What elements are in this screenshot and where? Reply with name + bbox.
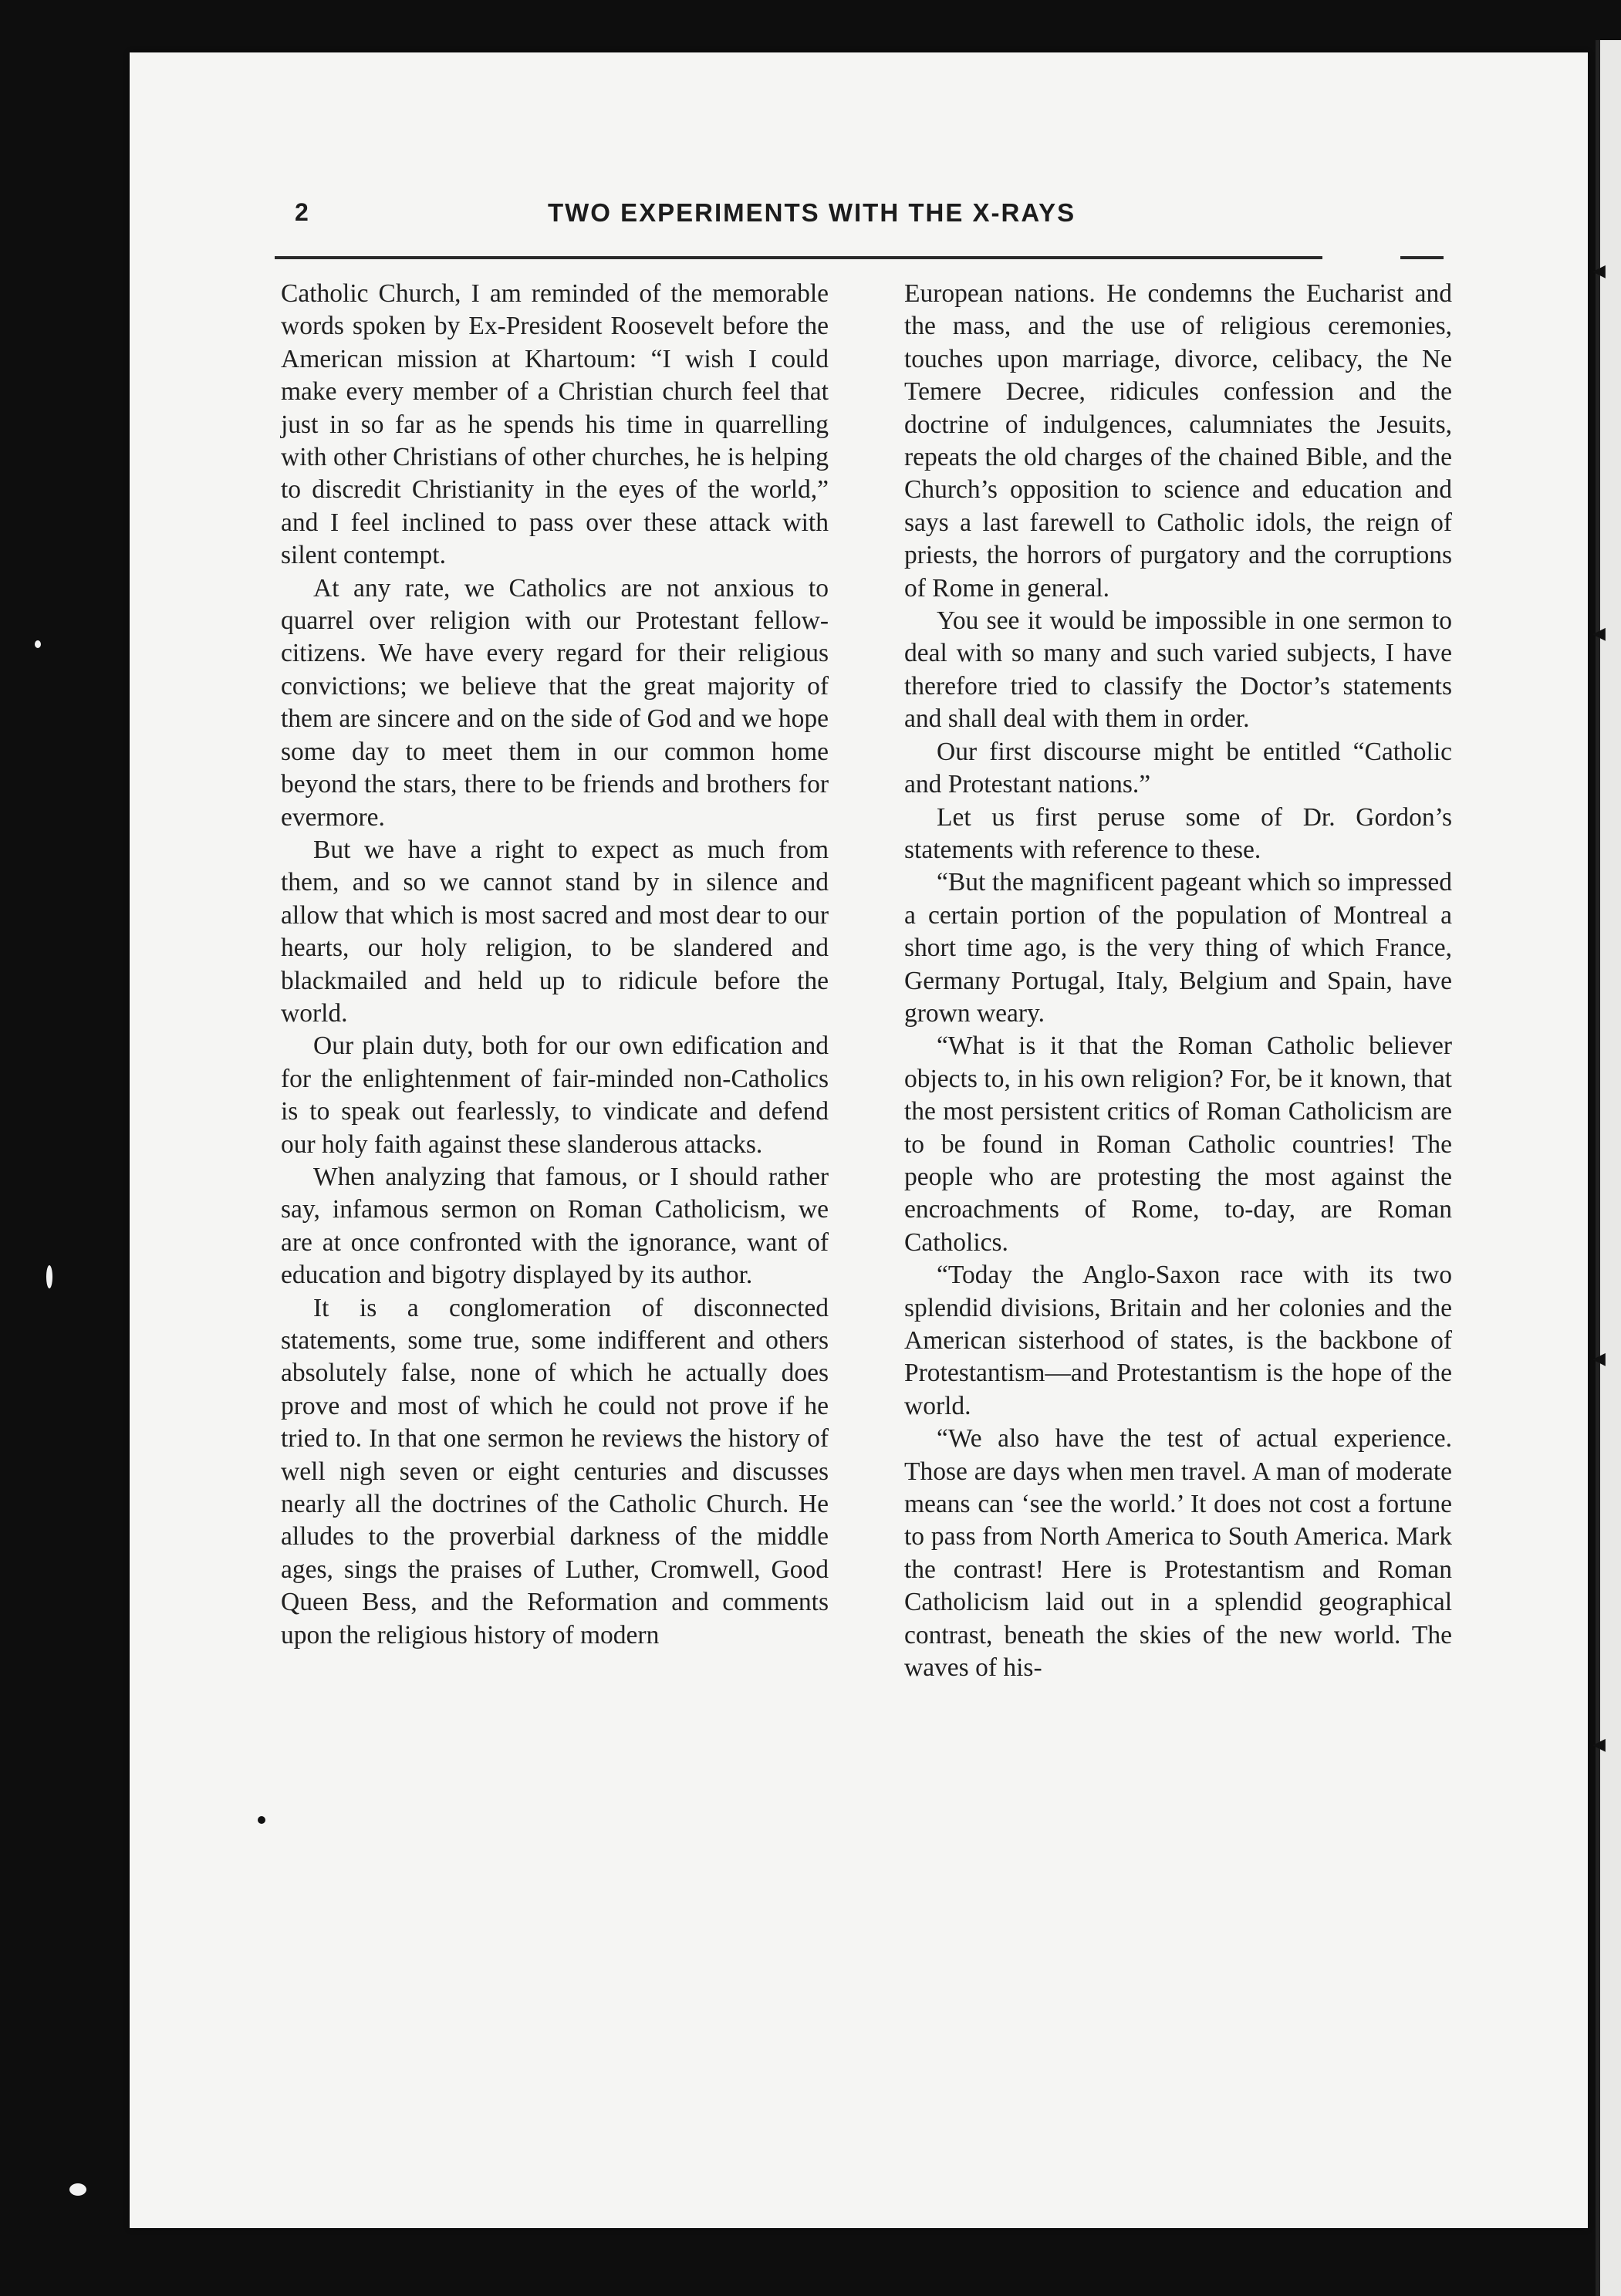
scan-speck	[69, 2183, 86, 2196]
paragraph: “We also have the test of actual experience. Those are days when men travel. A man of moderate means can ‘see the world.’ It does not cost a fortune to pass from North America to South America. Mark the contrast! Here is Protestantism and Roman Catholicism laid out in a splendid geographical contrast, beneath the skies of the new world. The waves of his-	[904, 1424, 1452, 1683]
page-number: 2	[295, 198, 309, 226]
paragraph: But we have a right to expect as much from them, and so we cannot stand by in silence and allow that which is most sacred and most dear to our hearts, our holy religion, to be slandered and blackmailed and held up to ridicule before the world.	[281, 835, 829, 1028]
paragraph: “Today the Anglo-Saxon race with its two splendid divisions, Britain and her colonies and the American sisterhood of states, is the backbone of Protestantism—and Protestantism is the hope of the world.	[904, 1261, 1452, 1420]
paragraph: Our first discourse might be entitled “Catholic and Protestant nations.”	[904, 737, 1452, 799]
paragraph: You see it would be impossible in one sermon to deal with so many and such varied subjects, I have therefore tried to classify the Doctor’s statements and shall deal with them in order.	[904, 606, 1452, 734]
ink-speck	[258, 1816, 265, 1824]
running-title: TWO EXPERIMENTS WITH THE X-RAYS	[548, 198, 1076, 227]
right-column	[904, 278, 1452, 1684]
paragraph: It is a conglomeration of disconnected statements, some true, some indifferent and others absolutely false, none of which he actually does prove and most of which he could not prove if he tried to. In that one sermon he reviews the history of well nigh seven or eight centuries and discusses nearly all the doctrines of the Catholic Church. He alludes to the proverbial darkness of the middle ages, sings the praises of Luther, Cromwell, Good Queen Bess, and the Reformation and comments upon the religious history of modern	[281, 1293, 829, 1649]
arrow-mark-icon: ◀	[1592, 624, 1606, 643]
paragraph: “But the magnificent pageant which so impressed a certain portion of the population of Montreal a short time ago, is the very thing of which France, Germany Portugal, Italy, Belgium and Spain, have grown weary.	[904, 868, 1452, 1028]
page-header	[295, 197, 1444, 243]
scan-speck	[35, 640, 41, 648]
arrow-mark-icon: ◀	[1592, 1349, 1606, 1369]
paragraph: When analyzing that famous, or I should rather say, infamous sermon on Roman Catholicism, we are at once confronted with the ignorance, want of education and bigotry displayed by its author.	[281, 1162, 829, 1290]
paragraph: Our plain duty, both for our own edification and for the enlightenment of fair-minded non-Catholics is to speak out fearlessly, to vindicate and defend our holy faith against these slanderous attacks.	[281, 1032, 829, 1159]
paragraph: At any rate, we Catholics are not anxious to quarrel over religion with our Protestant fellow-citizens. We have every regard for their religious convictions; we believe that the great majority of them are sincere and on the side of God and we hope some day to meet them in our common home beyond the stars, there to be friends and brothers for evermore.	[281, 573, 829, 832]
left-column	[281, 278, 829, 1652]
header-rule-short	[1400, 256, 1444, 259]
adjacent-page-edge	[1592, 40, 1621, 2296]
scan-speck	[46, 1265, 52, 1288]
header-rule	[275, 256, 1322, 259]
arrow-mark-icon: ◀	[1592, 262, 1606, 281]
paragraph: Let us first peruse some of Dr. Gordon’s statements with reference to these.	[904, 802, 1452, 864]
paragraph: European nations. He condemns the Eucharist and the mass, and the use of religious ceremonies, touches upon marriage, divorce, celibacy, the Ne Temere Decree, ridicules confession and the doctrine of indulgences, calumniates the Jesuits, repeats the old charges of the chained Bible, and the Church’s opposition to science and education and says a last farewell to Catholic idols, the reign of priests, the horrors of purgatory and the corruptions of Rome in general.	[904, 279, 1452, 603]
paragraph: Catholic Church, I am reminded of the memorable words spoken by Ex-President Roosevelt before the American mission at Khartoum: “I wish I could make every member of a Christian church feel that just in so far as he spends his time in quarrelling with other Christians of other churches, he is helping to discredit Christianity in the eyes of the world,” and I feel inclined to pass over these attack with silent contempt.	[281, 279, 829, 570]
paragraph: “What is it that the Roman Catholic believer objects to, in his own religion? For, be it known, that the most persistent critics of Roman Catholicism are to be found in Roman Catholic countries! The people who are protesting the most against the encroachments of Rome, to-day, are Roman Catholics.	[904, 1032, 1452, 1257]
arrow-mark-icon: ◀	[1592, 1735, 1606, 1754]
